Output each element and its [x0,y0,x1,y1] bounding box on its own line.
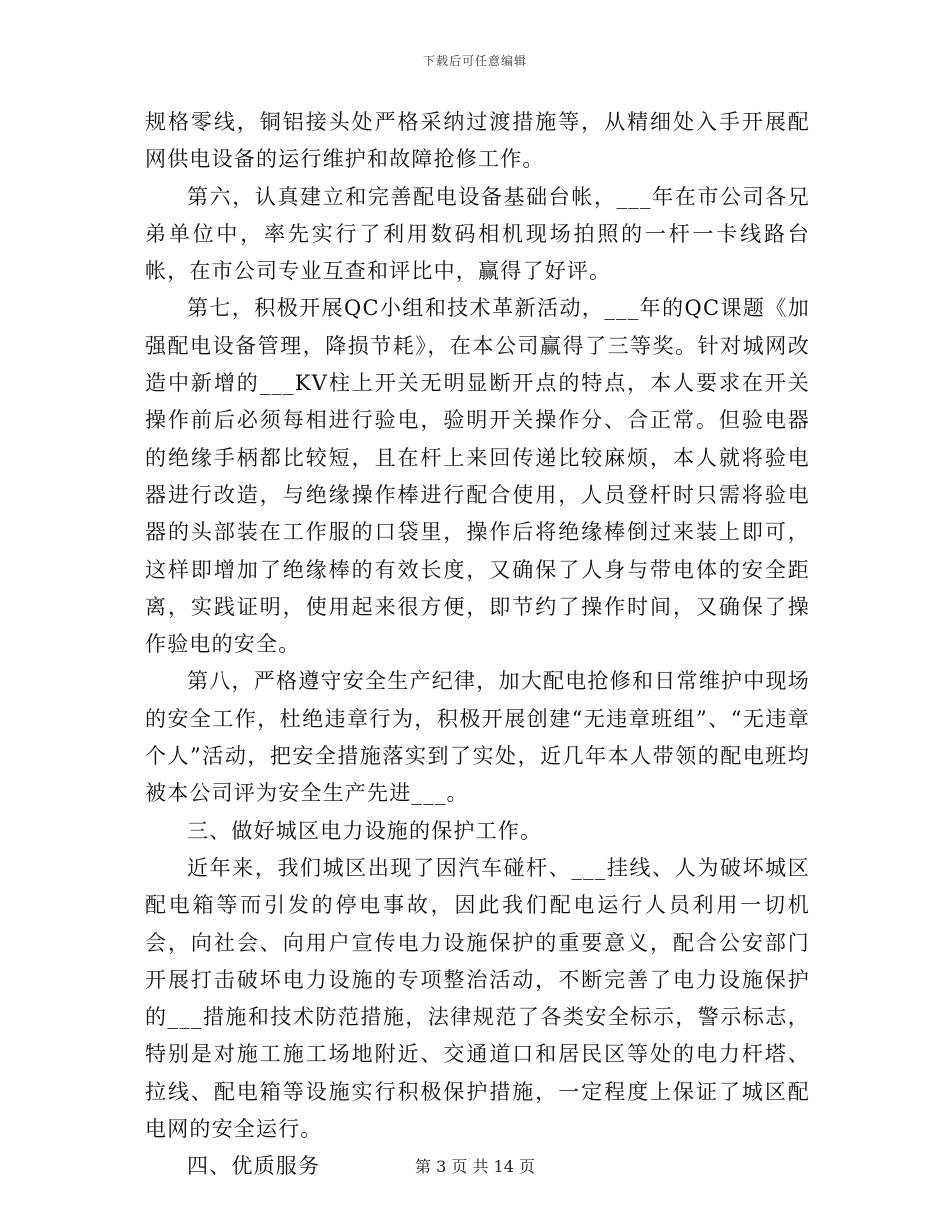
paragraph-protection: 近年来，我们城区出现了因汽车碰杆、___挂线、人为破坏城区配电箱等而引发的停电事故，因此我们配电运行人员利用一切机会，向社会、向用户宣传电力设施保护的重要意义，配合公安部门开展打击破坏电力设施的专项整治活动，不断完善了电力设施保护的___措施和技术防范措施，法律规范了各类安全标示，警示标志，特别是对施工施工场地附近、交通道口和居民区等处的电力杆塔、拉线、配电箱等设施实行积极保护措施，一定程度上保证了城区配电网的安全运行。 [145,855,810,1142]
paragraph-continuation: 规格零线，铜铝接头处严格采纳过渡措施等，从精细处入手开展配网供电设备的运行维护和故障抢修工作。 [145,110,810,172]
paragraph-item-eight: 第八，严格遵守安全生产纪律，加大配电抢修和日常维护中现场的安全工作，杜绝违章行为，积极开展创建“无违章班组”、“无违章个人”活动，把安全措施落实到了实处，近几年本人带领的配电班均被本公司评为安全生产先进___。 [145,669,810,806]
paragraph-item-seven: 第七，积极开展QC小组和技术革新活动，___年的QC课题《加强配电设备管理，降损节耗》，在本公司赢得了三等奖。针对城网改造中新增的___KV柱上开关无明显断开点的特点，本人要求在开关操作前后必须每相进行验电，验明开关操作分、合正常。但验电器的绝缘手柄都比较短，且在杆上来回传递比较麻烦，本人就将验电器进行改造，与绝缘操作棒进行配合使用，人员登杆时只需将验电器的头部装在工作服的口袋里，操作后将绝缘棒倒过来装上即可，这样即增加了绝缘棒的有效长度，又确保了人身与带电体的安全距离，实践证明，使用起来很方便，即节约了操作时间，又确保了操作验电的安全。 [145,296,810,657]
paragraph-item-six: 第六，认真建立和完善配电设备基础台帐，___年在市公司各兄弟单位中，率先实行了利用数码相机现场拍照的一杆一卡线路台帐，在市公司专业互查和评比中，赢得了好评。 [145,184,810,284]
header-note: 下载后可任意编辑 [422,54,527,68]
section-heading-three: 三、做好城区电力设施的保护工作。 [187,818,543,843]
document-body [145,104,810,1186]
page-number: 第 3 页 共 14 页 [415,1157,535,1176]
section-heading-four: 四、优质服务 [187,1154,321,1179]
